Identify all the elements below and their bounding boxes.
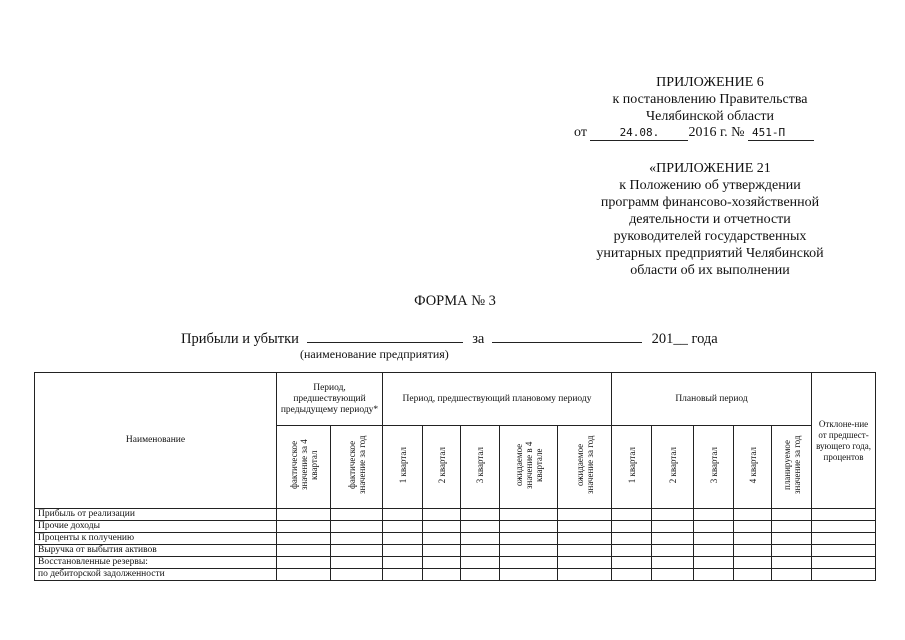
sub-header-cell bbox=[558, 426, 612, 509]
sub-header-label: планируемое значение за год bbox=[781, 435, 802, 495]
table-cell[interactable] bbox=[277, 557, 331, 569]
table-cell[interactable] bbox=[812, 569, 876, 581]
sub-header-label: ожидаемое значение за год bbox=[574, 435, 595, 495]
table-cell[interactable] bbox=[383, 509, 423, 521]
sub-header-label: 2 квартал bbox=[667, 446, 678, 484]
table-cell[interactable] bbox=[331, 545, 383, 557]
decree-year: 2016 г. № bbox=[688, 125, 745, 140]
table-cell[interactable] bbox=[558, 509, 612, 521]
enterprise-name-field bbox=[307, 342, 463, 343]
group1-header: Период, предшествующий предыдущему периоду* bbox=[277, 373, 383, 426]
table-cell[interactable] bbox=[423, 545, 461, 557]
sub-header-label: фактическое значение за год bbox=[346, 435, 367, 495]
table-cell[interactable] bbox=[558, 557, 612, 569]
table-cell[interactable] bbox=[331, 569, 383, 581]
table-cell[interactable] bbox=[558, 521, 612, 533]
table-cell[interactable] bbox=[694, 569, 734, 581]
sub-header-label: фактическое значение за 4 квартал bbox=[288, 439, 319, 491]
sub-header-cell bbox=[383, 426, 423, 509]
sub-header-cell bbox=[423, 426, 461, 509]
appendix-6-title: ПРИЛОЖЕНИЕ 6 bbox=[656, 75, 764, 90]
table-cell[interactable] bbox=[461, 569, 500, 581]
deviation-header: Отклоне-ние от предшест-вующего года, процентов bbox=[812, 373, 876, 509]
sub-header-cell bbox=[612, 426, 652, 509]
table-cell[interactable] bbox=[331, 557, 383, 569]
table-cell[interactable] bbox=[461, 509, 500, 521]
table-cell[interactable] bbox=[694, 557, 734, 569]
sub-header-label: ожидаемое значение в 4 квартале bbox=[513, 441, 544, 489]
table-cell[interactable] bbox=[652, 557, 694, 569]
table-cell[interactable] bbox=[383, 545, 423, 557]
table-cell[interactable] bbox=[652, 521, 694, 533]
table-cell[interactable] bbox=[734, 545, 772, 557]
table-cell[interactable] bbox=[423, 533, 461, 545]
table-cell[interactable] bbox=[500, 533, 558, 545]
table-cell[interactable] bbox=[383, 569, 423, 581]
table-cell[interactable] bbox=[277, 569, 331, 581]
table-cell[interactable] bbox=[652, 533, 694, 545]
table-cell[interactable] bbox=[694, 521, 734, 533]
sub-header-label: 3 квартал bbox=[708, 446, 719, 484]
table-row bbox=[35, 509, 876, 521]
sub-header-cell bbox=[461, 426, 500, 509]
za-label: за bbox=[472, 331, 485, 347]
table-cell[interactable] bbox=[652, 569, 694, 581]
table-cell[interactable] bbox=[383, 521, 423, 533]
row-label: Восстановленные резервы: bbox=[35, 557, 277, 569]
enterprise-caption: (наименование предприятия) bbox=[300, 347, 449, 361]
table-cell[interactable] bbox=[612, 533, 652, 545]
table-cell[interactable] bbox=[558, 569, 612, 581]
table-cell[interactable] bbox=[277, 509, 331, 521]
sub-header-cell bbox=[331, 426, 383, 509]
sub-header-label: 1 квартал bbox=[397, 446, 408, 484]
table-cell[interactable] bbox=[277, 545, 331, 557]
header-row-groups bbox=[35, 373, 876, 426]
table-row bbox=[35, 521, 876, 533]
table-cell[interactable] bbox=[423, 557, 461, 569]
sub-header-cell bbox=[500, 426, 558, 509]
table-cell[interactable] bbox=[277, 533, 331, 545]
table-cell[interactable] bbox=[812, 557, 876, 569]
table-cell[interactable] bbox=[461, 521, 500, 533]
period-field bbox=[492, 342, 642, 343]
appendix-21-line: унитарных предприятий Челябинской bbox=[596, 246, 824, 261]
table-cell[interactable] bbox=[812, 509, 876, 521]
appendix-21-line: программ финансово-хозяйственной bbox=[600, 195, 820, 210]
table-cell[interactable] bbox=[812, 533, 876, 545]
table-cell[interactable] bbox=[500, 569, 558, 581]
table-cell[interactable] bbox=[612, 521, 652, 533]
table-cell[interactable] bbox=[461, 557, 500, 569]
row-label: по дебиторской задолженности bbox=[35, 569, 277, 581]
table-cell[interactable] bbox=[694, 545, 734, 557]
profit-loss-table bbox=[34, 372, 876, 581]
table-cell[interactable] bbox=[500, 509, 558, 521]
row-label: Проценты к получению bbox=[35, 533, 277, 545]
table-cell[interactable] bbox=[734, 509, 772, 521]
group2-header: Период, предшествующий плановому периоду bbox=[383, 373, 612, 426]
sub-header-label: 4 квартал bbox=[747, 446, 758, 484]
appendix-21-line: деятельности и отчетности bbox=[629, 212, 791, 227]
table-cell[interactable] bbox=[461, 533, 500, 545]
sub-header-label: 1 квартал bbox=[626, 446, 637, 484]
sub-header-cell bbox=[772, 426, 812, 509]
table-cell[interactable] bbox=[734, 521, 772, 533]
table-row bbox=[35, 533, 876, 545]
table-cell[interactable] bbox=[734, 557, 772, 569]
table-cell[interactable] bbox=[461, 545, 500, 557]
appendix-21-line: области об их выполнении bbox=[630, 263, 790, 278]
table-cell[interactable] bbox=[500, 545, 558, 557]
decree-date: 24.08. bbox=[590, 126, 688, 141]
sub-header-label: 2 квартал bbox=[436, 446, 447, 484]
appendix-21-line: «ПРИЛОЖЕНИЕ 21 bbox=[649, 161, 771, 176]
from-prefix: от bbox=[574, 125, 587, 140]
table-cell[interactable] bbox=[500, 521, 558, 533]
sub-header-cell bbox=[652, 426, 694, 509]
row-label: Прочие доходы bbox=[35, 521, 277, 533]
row-label: Прибыль от реализации bbox=[35, 509, 277, 521]
table-cell[interactable] bbox=[652, 545, 694, 557]
table-cell[interactable] bbox=[694, 509, 734, 521]
table-cell[interactable] bbox=[772, 521, 812, 533]
table-cell[interactable] bbox=[423, 509, 461, 521]
table-cell[interactable] bbox=[694, 533, 734, 545]
table-cell[interactable] bbox=[772, 557, 812, 569]
table-cell[interactable] bbox=[277, 521, 331, 533]
table-cell[interactable] bbox=[652, 509, 694, 521]
table-cell[interactable] bbox=[383, 533, 423, 545]
table-row bbox=[35, 557, 876, 569]
appendix-6-date-line bbox=[574, 124, 864, 141]
group3-header: Плановый период bbox=[612, 373, 812, 426]
table-cell[interactable] bbox=[500, 557, 558, 569]
table-cell[interactable] bbox=[423, 521, 461, 533]
table-row bbox=[35, 569, 876, 581]
table-cell[interactable] bbox=[734, 569, 772, 581]
table-row bbox=[35, 545, 876, 557]
table-cell[interactable] bbox=[612, 509, 652, 521]
sub-header-cell bbox=[734, 426, 772, 509]
table-cell[interactable] bbox=[558, 533, 612, 545]
table-cell[interactable] bbox=[772, 569, 812, 581]
table-cell[interactable] bbox=[612, 557, 652, 569]
sub-header-cell bbox=[694, 426, 734, 509]
table-cell[interactable] bbox=[612, 545, 652, 557]
table-cell[interactable] bbox=[612, 569, 652, 581]
table-cell[interactable] bbox=[772, 509, 812, 521]
decree-number: 451-П bbox=[748, 126, 814, 141]
profit-loss-label: Прибыли и убытки bbox=[181, 331, 299, 347]
profit-loss-line bbox=[181, 331, 741, 348]
table-cell[interactable] bbox=[383, 557, 423, 569]
sub-header-cell bbox=[277, 426, 331, 509]
sub-header-label: 3 квартал bbox=[475, 446, 486, 484]
form-title: ФОРМА № 3 bbox=[414, 293, 496, 309]
table-cell[interactable] bbox=[331, 533, 383, 545]
year-label: 201__ года bbox=[651, 331, 718, 347]
appendix-21-block bbox=[560, 160, 860, 279]
name-header: Наименование bbox=[35, 373, 277, 509]
table-cell[interactable] bbox=[331, 521, 383, 533]
table-cell[interactable] bbox=[772, 545, 812, 557]
appendix-6-line1: к постановлению Правительства bbox=[612, 92, 808, 107]
row-label: Выручка от выбытия активов bbox=[35, 545, 277, 557]
table-cell[interactable] bbox=[772, 533, 812, 545]
table-cell[interactable] bbox=[423, 569, 461, 581]
table-cell[interactable] bbox=[734, 533, 772, 545]
table-cell[interactable] bbox=[812, 545, 876, 557]
appendix-21-line: руководителей государственных bbox=[613, 229, 807, 244]
appendix-6-line2: Челябинской области bbox=[646, 109, 774, 124]
table-cell[interactable] bbox=[812, 521, 876, 533]
table-cell[interactable] bbox=[558, 545, 612, 557]
table-cell[interactable] bbox=[331, 509, 383, 521]
appendix-21-line: к Положению об утверждении bbox=[619, 178, 801, 193]
appendix-6-block bbox=[560, 74, 860, 125]
